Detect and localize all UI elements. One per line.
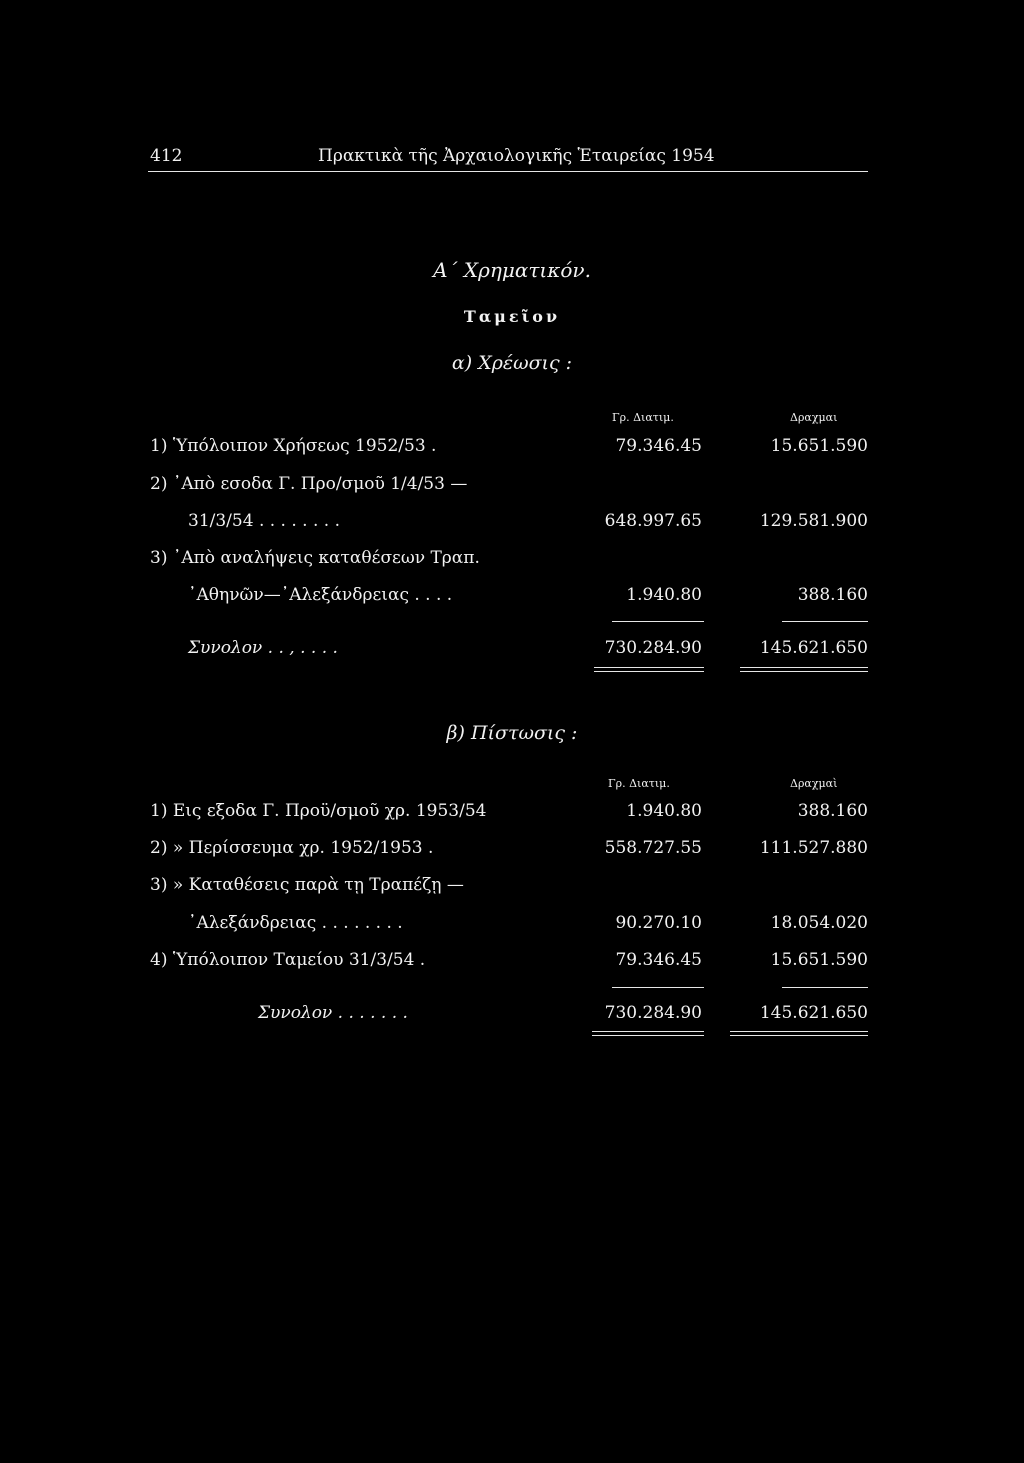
table-row-gr: 1.940.80 [626, 801, 702, 821]
total-double-rule [594, 671, 704, 672]
table-row-dr: 129.581.900 [759, 511, 868, 531]
table-row-dr: 388.160 [797, 585, 868, 605]
subtotal-rule [782, 987, 868, 988]
table-row-dr: 111.527.880 [759, 838, 868, 858]
total-double-rule [740, 667, 868, 668]
total-label: Συνολον . . . . . . . [258, 1003, 408, 1023]
subtotal-rule [782, 621, 868, 622]
table-row-dr: 388.160 [797, 801, 868, 821]
running-title: Πρακτικὰ τῆς Ἀρχαιολογικῆς Ἑταιρείας 1954 [318, 146, 715, 166]
total-gr: 730.284.90 [604, 1003, 702, 1023]
header-rule [148, 171, 868, 172]
table-row-label: 2) ᾿Απὸ εσοδα Γ. Προ/σμοῦ 1/4/53 — [150, 474, 468, 494]
total-double-rule [740, 671, 868, 672]
credit-col-gr: Γρ. Διατιμ. [608, 777, 670, 790]
total-double-rule [592, 1031, 704, 1032]
total-double-rule [730, 1031, 868, 1032]
total-gr: 730.284.90 [604, 638, 702, 658]
table-row-gr: 90.270.10 [615, 913, 702, 933]
total-label: Συνολον . . , . . . . [188, 638, 338, 658]
table-row-label: 3) ᾿Απὸ αναλήψεις καταθέσεων Τραπ. [150, 548, 480, 568]
table-row-dr: 18.054.020 [770, 913, 868, 933]
table-row-label: 3) » Καταθέσεις παρὰ τῃ Τραπέζῃ — [150, 875, 464, 895]
table-row-dr: 15.651.590 [770, 436, 868, 456]
table-row-gr: 1.940.80 [626, 585, 702, 605]
table-row-label: 1) Εις εξοδα Γ. Προϋ/σμοῦ χρ. 1953/54 [150, 801, 487, 821]
credit-heading: β) Πίστωσις : [446, 722, 578, 744]
page-number: 412 [150, 146, 183, 166]
table-row-label: ᾿Αθηνῶν—᾿Αλεξάνδρειας . . . . [188, 585, 453, 605]
table-row-gr: 558.727.55 [604, 838, 702, 858]
total-double-rule [592, 1035, 704, 1036]
table-row-gr: 79.346.45 [615, 436, 702, 456]
table-row-label: 2) » Περίσσευμα χρ. 1952/1953 . [150, 838, 434, 858]
table-row-label: ᾿Αλεξάνδρειας . . . . . . . . [188, 913, 403, 933]
section-title: Α΄ Χρηματικόν. [433, 258, 591, 282]
table-row-label: 31/3/54 . . . . . . . . [188, 511, 340, 531]
subtotal-rule [612, 621, 704, 622]
subtotal-rule [612, 987, 704, 988]
table-row-gr: 79.346.45 [615, 950, 702, 970]
table-row-label: 1) Ὑπόλοιπον Χρήσεως 1952/53 . [150, 436, 437, 456]
total-dr: 145.621.650 [759, 638, 868, 658]
debit-col-dr: Δραχμαι [790, 411, 838, 424]
total-double-rule [594, 667, 704, 668]
table-row-label: 4) Ὑπόλοιπον Ταμείου 31/3/54 . [150, 950, 426, 970]
debit-heading: α) Χρέωσις : [451, 352, 573, 374]
section-subtitle: Ταμεῖον [463, 307, 561, 326]
table-row-gr: 648.997.65 [604, 511, 702, 531]
total-double-rule [730, 1035, 868, 1036]
credit-col-dr: Δραχμαὶ [790, 777, 838, 790]
table-row-dr: 15.651.590 [770, 950, 868, 970]
total-dr: 145.621.650 [759, 1003, 868, 1023]
debit-col-gr: Γρ. Διατιμ. [612, 411, 674, 424]
